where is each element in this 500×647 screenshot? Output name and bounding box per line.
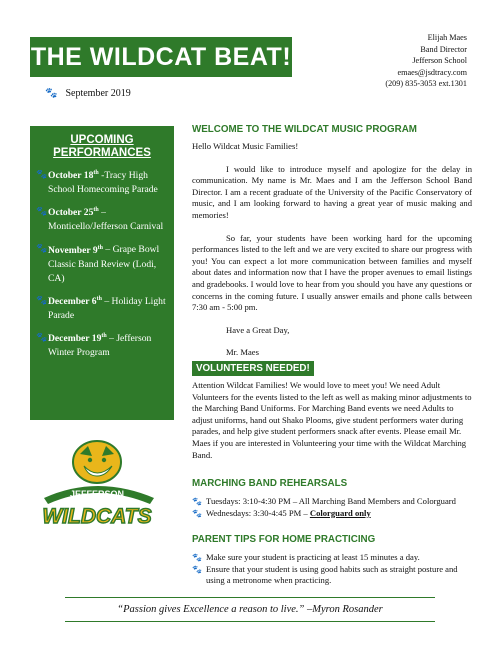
rehearsal-emphasis: Colorguard only (309, 507, 371, 518)
welcome-paragraph-2: So far, your students have been working hard for the upcoming performances listed to the left and we are very excited to share our progress with you! You can expect a lot more communication between families and myself about dates and information now that I have the proper avenues to email listings and gradebooks. I would love to hear from you should you have any questions or concerns in the coming future. I usually answer emails and phone calls between 7:30 am - 5:00 pm. (192, 232, 472, 313)
list-item (192, 496, 472, 508)
list-item (36, 329, 168, 360)
performance-date-text: October 25 (48, 207, 94, 219)
list-item (36, 166, 168, 197)
paw-icon: 🐾 (36, 331, 48, 342)
rehearsals-heading: MARCHING BAND REHEARSALS (192, 478, 348, 489)
performance-description: – Monticello/Jefferson Carnival (48, 207, 164, 233)
paw-icon: 🐾 (192, 553, 202, 562)
performance-date-text: November 9 (48, 244, 98, 256)
sidebar-heading: UPCOMING PERFORMANCES (53, 134, 151, 159)
list-item (36, 240, 168, 285)
performance-description: – Grape Bowl Classic Band Review (Lodi, CA) (48, 244, 160, 284)
paw-icon: 🐾 (192, 497, 202, 506)
contact-email[interactable]: emaes@jsdtracy.com (397, 67, 467, 77)
performance-date-suffix: th (93, 207, 99, 214)
list-item (36, 292, 168, 323)
performance-text (48, 203, 168, 234)
contact-school: Jefferson School (412, 56, 467, 66)
performances-sidebar (30, 126, 174, 420)
performance-date-suffix: th (101, 332, 107, 339)
volunteers-heading: VOLUNTEERS NEEDED! (192, 361, 314, 376)
performance-description: – Holiday Light Parade (48, 295, 166, 321)
masthead-title: THE WILDCAT BEAT! (30, 37, 292, 77)
paw-icon: 🐾 (36, 243, 48, 254)
performance-date-suffix: th (93, 170, 99, 176)
list-item (192, 552, 472, 564)
dateline (45, 88, 131, 99)
paw-icon: 🐾 (36, 206, 48, 217)
divider-bottom (65, 621, 435, 622)
tip-text: Ensure that your student is using good habits such as straight posture and using a metronome when practicing. (206, 563, 458, 586)
welcome-signature: Mr. Maes (226, 347, 259, 358)
tips-list (192, 552, 472, 587)
paw-icon: 🐾 (36, 294, 48, 305)
paw-icon: 🐾 (192, 564, 202, 574)
footer-quote: “Passion gives Excellence a reason to live.” –Myron Rosander (117, 604, 383, 615)
performance-date-suffix: th (96, 295, 102, 302)
welcome-greeting: Hello Wildcat Music Families! (192, 141, 299, 151)
welcome-closing: Have a Great Day, (226, 324, 290, 335)
performance-date-suffix: th (97, 244, 103, 251)
tip-text: Make sure your student is practicing at least 15 minutes a day. (206, 552, 420, 562)
list-item (192, 508, 472, 520)
logo-bottom-text: WILDCATS (42, 505, 152, 528)
logo-top-text: JEFFERSON (69, 489, 125, 499)
paw-icon: 🐾 (192, 508, 202, 518)
contact-block (317, 32, 467, 90)
paw-icon: 🐾 (45, 88, 58, 99)
rehearsal-text: Wednesdays: 3:30-4:45 PM – (206, 507, 310, 518)
performance-text (48, 329, 168, 360)
rehearsals-list (192, 496, 472, 519)
performance-text (48, 240, 168, 285)
contact-role: Band Director (420, 44, 467, 54)
welcome-paragraph-1: I would like to introduce myself and apologize for the delay in communication. My name is Mr. Maes and I am the Jefferson School Band Director. I am a recent graduate of the University of the Pacific Conservatory of music, and I am looking forward to having a great year of music making and memories! (192, 163, 472, 220)
tips-heading: PARENT TIPS FOR HOME PRACTICING (192, 534, 376, 545)
performance-text (48, 292, 168, 323)
rehearsal-text: Tuesdays: 3:10-4:30 PM – All Marching Band Members and Colorguard (206, 496, 456, 506)
contact-name: Elijah Maes (427, 33, 467, 42)
paw-icon: 🐾 (36, 169, 48, 179)
performance-description: -Tracy High School Homecoming Parade (48, 170, 158, 196)
performance-date-text: December 6 (48, 295, 97, 307)
list-item (192, 564, 472, 587)
welcome-heading: WELCOME TO THE WILDCAT MUSIC PROGRAM (192, 124, 417, 135)
wildcats-logo (40, 440, 158, 530)
performance-text (48, 166, 168, 197)
volunteers-body: Attention Wildcat Families! We would love to meet you! We need Adult Volunteers for the events listed to the left as well as making minor adjustments to the Marching Band Uniforms. For Marching Band events we need Adults to adjust uniforms, hand out Shako Plooms, give student performers water during parades, and help give student performers snack after events. Please email Mr. Maes if you are interested in Volunteering your time with the Wildcat Marching Band. (192, 380, 472, 460)
divider-top (65, 597, 435, 598)
list-item (36, 203, 168, 234)
performance-date-text: December 19 (48, 332, 102, 344)
performance-description: – Jefferson Winter Program (48, 332, 152, 358)
contact-phone: (209) 835-3053 ext.1301 (385, 79, 467, 89)
issue-date: September 2019 (65, 88, 131, 99)
performance-date-text: October 18 (48, 170, 94, 182)
main-column (192, 124, 472, 359)
